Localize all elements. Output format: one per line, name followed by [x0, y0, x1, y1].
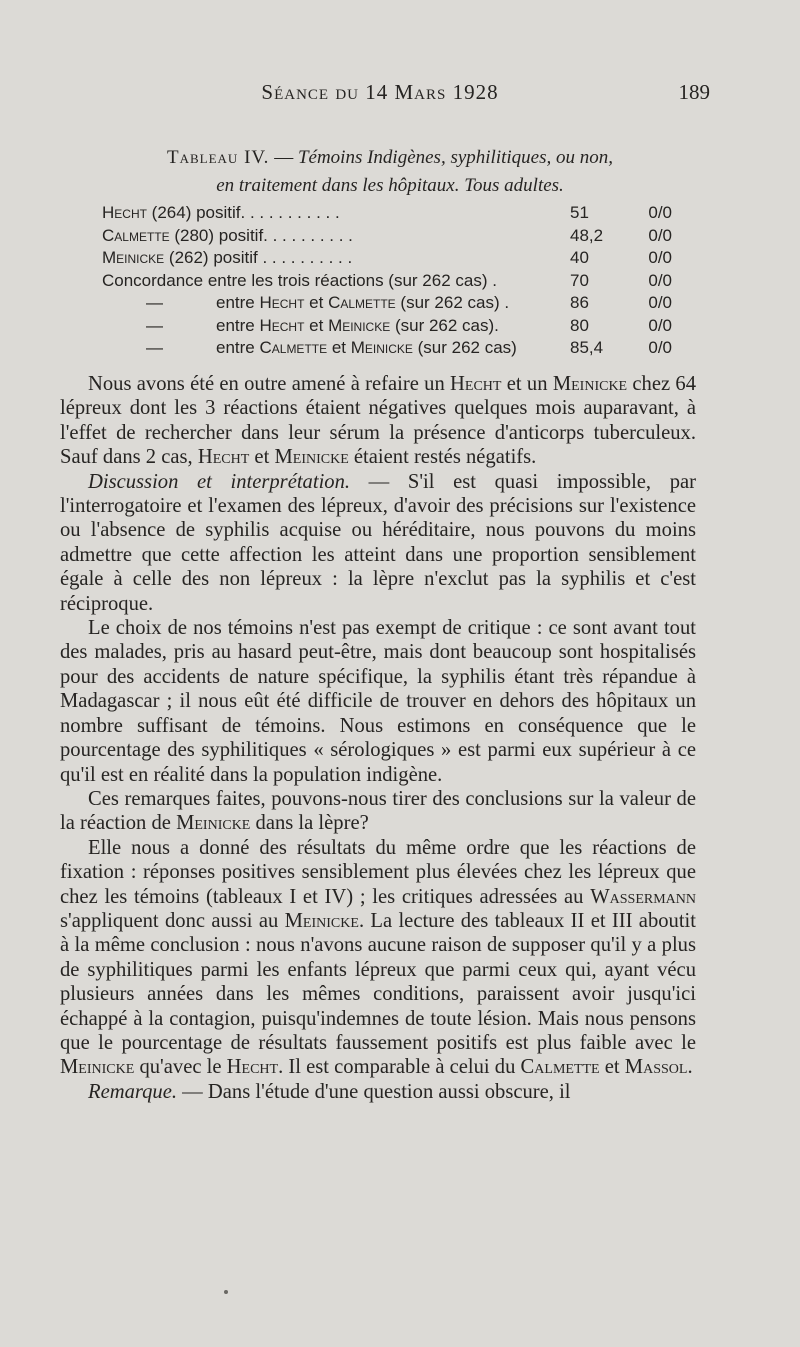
row-label-rest: (262) positif . . . . . . . . . .: [164, 248, 353, 267]
table-caption-line1: [100, 144, 680, 172]
section-heading: Remarque.: [88, 1080, 178, 1103]
paragraph: [60, 470, 696, 616]
row-unit: 0/0: [648, 248, 672, 267]
ditto-dash: —: [146, 338, 163, 357]
text-run: — Dans l'étude d'une question aussi obscure, il: [177, 1080, 571, 1103]
reaction-name: Calmette: [259, 338, 328, 357]
row-value: 70: [570, 270, 589, 290]
row-label: [102, 315, 570, 338]
text-run: . Il est comparable à celui du: [278, 1056, 521, 1079]
author-name: Meinicke: [60, 1056, 135, 1079]
reaction-name: Hecht: [259, 293, 305, 312]
row-label-pre: entre: [216, 338, 260, 357]
row-label-mid: et: [304, 293, 329, 312]
table-row: [102, 247, 672, 270]
row-label-pre: entre: [216, 293, 260, 312]
text-run: s'appliquent donc aussi au: [60, 909, 285, 932]
section-heading: Discussion et interprétation.: [88, 470, 351, 493]
row-value: 86: [570, 293, 589, 312]
row-value: 80: [570, 315, 589, 335]
table-row: [102, 292, 672, 315]
author-name: Massol: [624, 1056, 688, 1079]
table-caption-line2: [100, 172, 680, 200]
text-run: et: [599, 1056, 625, 1079]
text-run: qu'avec le: [134, 1056, 227, 1079]
ditto-dash: —: [146, 293, 163, 312]
author-name: Meinicke: [552, 373, 628, 395]
table-row: [102, 270, 672, 293]
reaction-name: Hecht: [102, 203, 147, 222]
reaction-name: Meinicke: [328, 315, 391, 335]
row-label: [102, 337, 570, 360]
row-label-rest: (sur 262 cas) .: [395, 293, 510, 312]
author-name: Wassermann: [590, 885, 696, 908]
reaction-name: Meinicke: [350, 338, 413, 357]
row-label-mid: et: [304, 315, 329, 335]
reaction-name: Calmette: [328, 293, 396, 312]
author-name: Calmette: [520, 1056, 600, 1079]
row-value: 51: [570, 203, 589, 222]
author-name: Hecht: [450, 373, 502, 395]
row-label: [102, 202, 570, 225]
running-head: Séance du 14 Mars 1928: [261, 80, 499, 104]
text-run: Elle nous a donné des résultats du même ordre que les réactions de fixation : réponses positives sensiblement plus élevées chez les lépreux que chez les témoins (tableaux I et IV) ; les critiques adressées au: [60, 836, 696, 908]
paragraph: [60, 836, 696, 1080]
row-value: 40: [570, 248, 589, 267]
row-label: [102, 225, 570, 248]
text-run: et un: [501, 373, 553, 395]
row-label-pre: entre: [216, 315, 260, 335]
author-name: Hecht: [226, 1056, 279, 1079]
ditto-dash: —: [146, 315, 163, 335]
table-row: [102, 315, 672, 338]
caption-separator: —: [269, 147, 298, 168]
text-run: Ces remarques faites, pouvons-nous tirer des conclusions sur la valeur de la réaction de: [60, 787, 696, 835]
row-label-rest: (264) positif. . . . . . . . . . .: [146, 203, 340, 222]
author-name: Meinicke: [284, 909, 359, 932]
table-caption: [100, 144, 680, 200]
author-name: Hecht: [197, 446, 250, 469]
row-label-mid: et: [327, 338, 351, 357]
row-unit: 0/0: [648, 338, 672, 357]
table-label: Tableau IV.: [167, 147, 270, 168]
text-run: étaient restés négatifs.: [348, 446, 537, 469]
paragraph: [60, 372, 696, 470]
row-label-rest: (sur 262 cas): [412, 338, 517, 357]
results-table: [102, 202, 672, 360]
paper-speck: [224, 1290, 228, 1294]
row-unit: 0/0: [648, 203, 672, 222]
row-unit: 0/0: [648, 315, 672, 335]
row-value: 85,4: [570, 338, 604, 357]
row-unit: 0/0: [648, 270, 672, 290]
row-unit: 0/0: [648, 225, 672, 245]
row-value: 48,2: [570, 225, 604, 245]
text-run: dans la lèpre?: [250, 812, 369, 835]
page-number: 189: [678, 80, 710, 104]
row-label: [102, 292, 570, 315]
text-run: Nous avons été en outre amené à refaire un: [88, 373, 451, 395]
row-label: [102, 247, 570, 270]
row-label: Concordance entre les trois réactions (sur 262 cas) .: [102, 270, 497, 290]
paragraph: [60, 1080, 696, 1104]
text-run: .: [687, 1056, 693, 1079]
reaction-name: Hecht: [259, 315, 305, 335]
author-name: Meinicke: [176, 812, 251, 835]
reaction-name: Calmette: [102, 225, 170, 245]
page-header: [60, 80, 710, 110]
table-row: [102, 202, 672, 225]
reaction-name: Meinicke: [102, 248, 165, 267]
caption-text-1: Témoins Indigènes, syphilitiques, ou non,: [297, 147, 613, 168]
body-text: [60, 372, 696, 1104]
row-label-rest: (280) positif. . . . . . . . . .: [169, 225, 353, 245]
paragraph: [60, 787, 696, 836]
text-run: et: [249, 446, 275, 469]
text-run: chez 64 lépreux dont les 3 réactions étaient négatives quelques mois auparavant, à l'effet de rechercher dans leur sérum la présence d'anticorps tuberculeux. Sauf dans 2 cas,: [60, 373, 697, 469]
row-label-rest: (sur 262 cas).: [390, 315, 499, 335]
row-unit: 0/0: [648, 293, 672, 312]
caption-text-2: en traitement dans les hôpitaux. Tous adultes.: [216, 175, 564, 196]
paragraph: Le choix de nos témoins n'est pas exempt de critique : ce sont avant tout des malades, pris au hasard peut-être, mais dont beaucoup sont hospitalisés pour des accidents de nature spécifique, la syphilis étant très répandue à Madagascar ; il nous eût été difficile de trouver en dehors des hôpitaux un nombre suffisant de témoins. Nous estimons en conséquence que le pourcentage des syphilitiques « sérologiques » est parmi eux supérieur à ce qu'il est en réalité dans la population indigène.: [60, 617, 696, 786]
author-name: Meinicke: [274, 446, 349, 469]
table-row: [102, 225, 672, 248]
table-row: [102, 337, 672, 360]
text-run: — S'il est quasi impossible, par l'interrogatoire et l'examen des lépreux, d'avoir des précisions sur l'existence ou l'absence de syphilis acquise ou héréditaire, nous pouvons du moins admettre que cette affection les atteint dans une proportion sensiblement égale à celle des non lépreux : la lèpre n'exclut pas la syphilis et c'est réciproque.: [60, 470, 696, 615]
text-run: . La lecture des tableaux II et III aboutit à la même conclusion : nous n'avons aucune raison de supposer qu'il y a plus de syphilitiques parmi les enfants lépreux que parmi ceux qui, ayant vécu plusieurs années dans les mêmes conditions, paraissent avoir jusqu'ici échappé à la contagion, puisqu'indemnes de toute lésion. Mais nous pensons que le pourcentage de résultats faussement positifs est plus faible avec le: [60, 909, 696, 1054]
